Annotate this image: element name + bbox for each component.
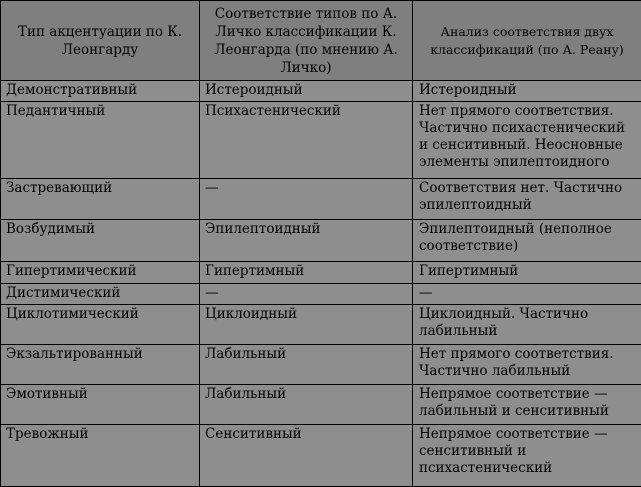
cell-lichko: Гипертимный [200,262,413,284]
table-row [1,262,641,284]
cell-lichko: Истероидный [200,81,413,102]
table-row [1,81,641,102]
cell-lichko: — [200,179,413,220]
cell-type: Дистимический [1,284,200,305]
table-row [1,179,641,220]
cell-analysis: Истероидный [413,81,641,102]
table-row [1,102,641,179]
cell-lichko: — [200,284,413,305]
cell-type: Тревожный [1,425,200,487]
table-row [1,425,641,487]
cell-analysis: Нет прямого соответствия. Частично психастенический и сенситивный. Неосновные элементы эпилептоидного [413,102,641,179]
cell-type: Экзальтированный [1,345,200,385]
cell-lichko: Лабильный [200,345,413,385]
table-row [1,385,641,425]
cell-type: Циклотимический [1,305,200,345]
cell-type: Возбудимый [1,220,200,262]
cell-lichko: Циклоидный [200,305,413,345]
table-row [1,305,641,345]
cell-type: Демонстративный [1,81,200,102]
cell-analysis: Соответствия нет. Частично эпилептоидный [413,179,641,220]
table-row [1,345,641,385]
header-lichko-match: Соответствие типов по А. Личко классификации К. Леонгарда (по мнению А. Личко) [200,1,413,81]
cell-type: Эмотивный [1,385,200,425]
cell-type: Застревающий [1,179,200,220]
cell-lichko: Сенситивный [200,425,413,487]
cell-lichko: Эпилептоидный [200,220,413,262]
cell-analysis: Нет прямого соответствия. Частично лабильный [413,345,641,385]
header-rean-analysis: Анализ соответствия двух классификаций (по А. Реану) [413,1,641,81]
cell-analysis: Циклоидный. Частично лабильный [413,305,641,345]
cell-analysis: Непрямое соответствие — сенситивный и психастенический [413,425,641,487]
cell-analysis: Непрямое соответствие — лабильный и сенситивный [413,385,641,425]
cell-lichko: Лабильный [200,385,413,425]
header-leonhard-type: Тип акцентуации по К. Леонгарду [1,1,200,81]
cell-analysis: Гипертимный [413,262,641,284]
cell-type: Гипертимический [1,262,200,284]
cell-analysis: — [413,284,641,305]
table-row [1,220,641,262]
cell-analysis: Эпилептоидный (неполное соответствие) [413,220,641,262]
table-row [1,284,641,305]
cell-type: Педантичный [1,102,200,179]
cell-lichko: Психастенический [200,102,413,179]
table-header-row [1,1,641,81]
